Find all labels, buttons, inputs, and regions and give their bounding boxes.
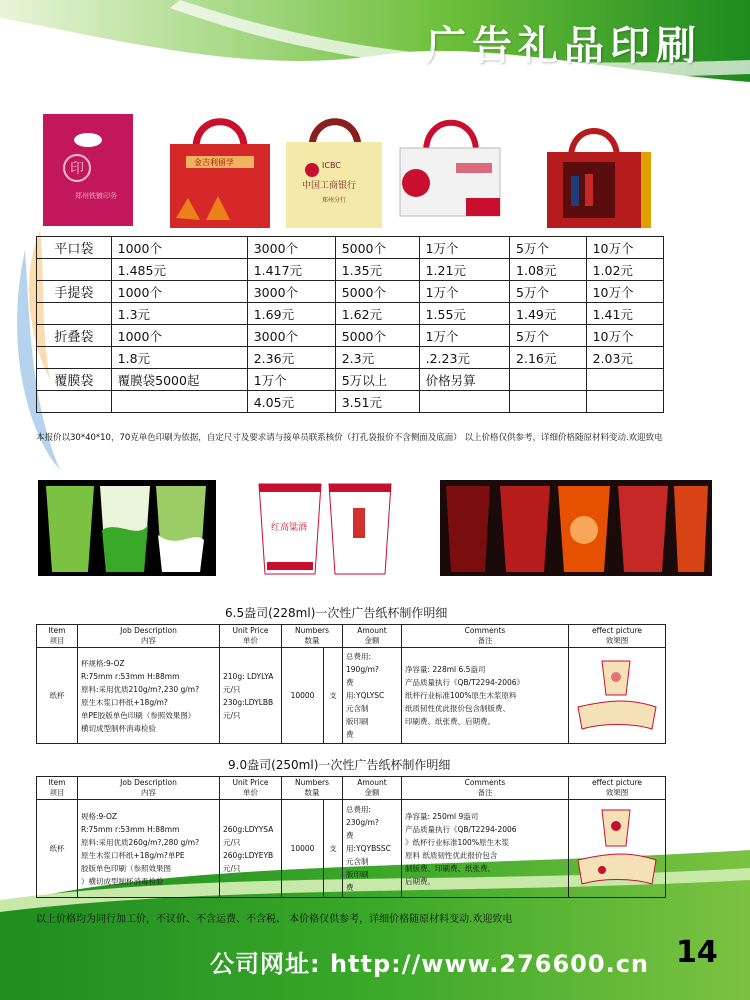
table-cell: 3.51元: [335, 391, 419, 413]
table-cell: 1万个: [419, 237, 509, 259]
company-website[interactable]: 公司网址: http://www.276600.cn: [210, 950, 650, 978]
table-cell: [111, 391, 247, 413]
table-cell: 3000个: [247, 281, 335, 303]
footer-note: 以上价格均为同行加工价，不议价、不含运费、不含税、 本价格仅供参考，详细价格随原材料变动.欢迎致电: [36, 914, 513, 925]
table-cell: 1.417元: [247, 259, 335, 281]
unit-cell: 支: [324, 800, 343, 898]
table-cell: 1.8元: [111, 347, 247, 369]
bag-gallery: [36, 108, 676, 233]
table-cell: 覆膜袋: [37, 369, 112, 391]
header-numbers: Numbers 数量: [282, 625, 343, 648]
table-cell: 覆膜袋5000起: [111, 369, 247, 391]
table-cell: 手提袋: [37, 281, 112, 303]
header-comments: Comments 备注: [402, 777, 569, 800]
cup-spec-table-2: [36, 776, 666, 898]
table-cell: 1.35元: [335, 259, 419, 281]
table-cell: 5000个: [335, 325, 419, 347]
table-cell: 1.08元: [510, 259, 587, 281]
table-cell: 2.3元: [335, 347, 419, 369]
header-description: Job Description 内容: [78, 625, 220, 648]
table-row: [37, 303, 664, 325]
header-description: Job Description 内容: [78, 777, 220, 800]
table-cell: 1.485元: [111, 259, 247, 281]
table-row: [37, 369, 664, 391]
header-effect-picture: effect picture 效果图: [569, 625, 666, 648]
table-cell: 5万个: [510, 281, 587, 303]
item-cell: 纸杯: [37, 648, 78, 744]
item-cell: 纸杯: [37, 800, 78, 898]
table-row: [37, 237, 664, 259]
header-item: Item 项目: [37, 625, 78, 648]
table-cell: 价格另算: [419, 369, 509, 391]
table-row: [37, 325, 664, 347]
table-cell: [510, 369, 587, 391]
table-cell: 折叠袋: [37, 325, 112, 347]
handle-bag-icbc-image: [282, 108, 387, 230]
table-row: [37, 391, 664, 413]
header-amount: Amount 金额: [343, 625, 402, 648]
table-cell: [586, 369, 663, 391]
page-title: 广告礼品印刷: [426, 23, 702, 69]
table-row: [37, 281, 664, 303]
cup-spec-table-1: [36, 624, 666, 744]
table-cell: .2.23元: [419, 347, 509, 369]
table-cell: [37, 303, 112, 325]
table-header-row: [37, 625, 666, 648]
handle-bag-red-image: [166, 108, 274, 230]
amount-cell: 总费用: 230g/m? 费 用:YQYBSSC 元含制 版印刷 费: [343, 800, 402, 898]
red-cups-image: [440, 480, 712, 576]
bag-price-table: [36, 236, 664, 413]
header-numbers: Numbers 数量: [282, 777, 343, 800]
table-cell: 5万个: [510, 325, 587, 347]
table-row: [37, 648, 666, 744]
header-unit-price: Unit Price 单价: [220, 625, 282, 648]
table-cell: 1.41元: [586, 303, 663, 325]
bag3-line1: ICBC: [322, 161, 341, 170]
table-cell: 1.02元: [586, 259, 663, 281]
description-cell: 杯规格:9-OZ R:75mm r:53mm H:88mm 原料:采用优质210g/m?,230 g/m? 原生木浆口杯纸+18g/m? 单PE胶版单色印刷（参照效果图） 横切成型制杯消毒检验: [78, 648, 220, 744]
table-cell: 1.3元: [111, 303, 247, 325]
numbers-cell: 10000: [282, 648, 324, 744]
cup-effect-image: [572, 806, 662, 890]
table-cell: 2.16元: [510, 347, 587, 369]
effect-picture-cell: [569, 648, 666, 744]
header-effect-picture: effect picture 效果图: [569, 777, 666, 800]
table-cell: 5万个: [510, 237, 587, 259]
table-cell: [37, 259, 112, 281]
table-cell: 平口袋: [37, 237, 112, 259]
table-cell: 5000个: [335, 281, 419, 303]
table-cell: 1万个: [419, 281, 509, 303]
table-cell: 1000个: [111, 281, 247, 303]
comments-cell: 净容量: 250ml 9盎司 产品质量执行《QB/T2294-2006 》纸杯行业标准100%原生木浆 原料 纸质韧性优此报价包含 制版费、印刷费、纸张费、 后期费。: [402, 800, 569, 898]
table-cell: [510, 391, 587, 413]
table-cell: [586, 391, 663, 413]
page-number: 14: [676, 935, 718, 970]
table-cell: 1000个: [111, 325, 247, 347]
table-cell: 4.05元: [247, 391, 335, 413]
flat-bag-image: [41, 110, 136, 228]
table-cell: [37, 347, 112, 369]
table-header-row: [37, 777, 666, 800]
table-cell: 3000个: [247, 237, 335, 259]
unit-price-cell: 210g: LDYLYA 元/只 230g:LDYLBB 元/只: [220, 648, 282, 744]
amount-cell: 总费用: 190g/m? 费 用:YQLYSC 元含制 版印刷 费: [343, 648, 402, 744]
table-cell: 3000个: [247, 325, 335, 347]
bag1-caption: 郑州铁镀印务: [75, 192, 117, 200]
header-amount: Amount 金额: [343, 777, 402, 800]
table-cell: 1万个: [247, 369, 335, 391]
table-cell: 10万个: [586, 281, 663, 303]
table-cell: [37, 391, 112, 413]
table-row: [37, 259, 664, 281]
header-item: Item 项目: [37, 777, 78, 800]
unit-cell: 支: [324, 648, 343, 744]
header-unit-price: Unit Price 单价: [220, 777, 282, 800]
table-cell: 10万个: [586, 237, 663, 259]
table-cell: 2.03元: [586, 347, 663, 369]
table-cell: 2.36元: [247, 347, 335, 369]
cup-brand-text: 红高粱酒: [271, 523, 308, 533]
table-cell: 5000个: [335, 237, 419, 259]
table-cell: 10万个: [586, 325, 663, 347]
description-cell: 规格:9-OZ R:75mm r:53mm H:88mm 原料:采用优质260g/m?,280 g/m? 原生木浆口杯纸+18g/m?单PE 胶版单色印刷（参照效果图 ）横切成型制杯消毒检验: [78, 800, 220, 898]
table-cell: 1.21元: [419, 259, 509, 281]
table-cell: 1万个: [419, 325, 509, 347]
table-row: [37, 347, 664, 369]
bag1-logo: 印: [70, 161, 84, 177]
cup-effect-image: [572, 655, 662, 735]
table-cell: 1.62元: [335, 303, 419, 325]
table-cell: 1.55元: [419, 303, 509, 325]
comments-cell: 净容量: 228ml 6.5盎司 产品质量执行《QB/T2294-2006》 纸杯行业标准100%原生木浆原料 纸质韧性优此报价包含制版费、 印刷费、纸张费、后期费。: [402, 648, 569, 744]
table-cell: 1.69元: [247, 303, 335, 325]
white-cups-image: [255, 480, 395, 576]
table-cell: [419, 391, 509, 413]
effect-picture-cell: [569, 800, 666, 898]
unit-price-cell: 260g:LDYYSA 元/只 260g:LDYEYB 元/只: [220, 800, 282, 898]
header-comments: Comments 备注: [402, 625, 569, 648]
folding-bag-image: [396, 108, 516, 230]
bag3-line3: 郑州分行: [322, 197, 347, 204]
bag3-line2: 中国工商银行: [302, 181, 357, 191]
bag-price-note: 本报价以30*40*10，70克单色印刷为依据，自定尺寸及要求请与接单员联系核价（打孔袋报价不含侧面及底面） 以上价格仅供参考，详细价格随原材料变动.欢迎致电: [36, 433, 663, 443]
bag2-label: 金吉利留学: [194, 158, 234, 167]
numbers-cell: 10000: [282, 800, 324, 898]
green-cups-image: [38, 480, 216, 576]
table-cell: 1000个: [111, 237, 247, 259]
table-row: [37, 800, 666, 898]
laminated-bag-image: [541, 118, 659, 230]
table-cell: 1.49元: [510, 303, 587, 325]
section1-title: 6.5盎司(228ml)一次性广告纸杯制作明细: [225, 606, 448, 620]
table-cell: 5万以上: [335, 369, 419, 391]
section2-title: 9.0盎司(250ml)一次性广告纸杯制作明细: [228, 758, 451, 772]
